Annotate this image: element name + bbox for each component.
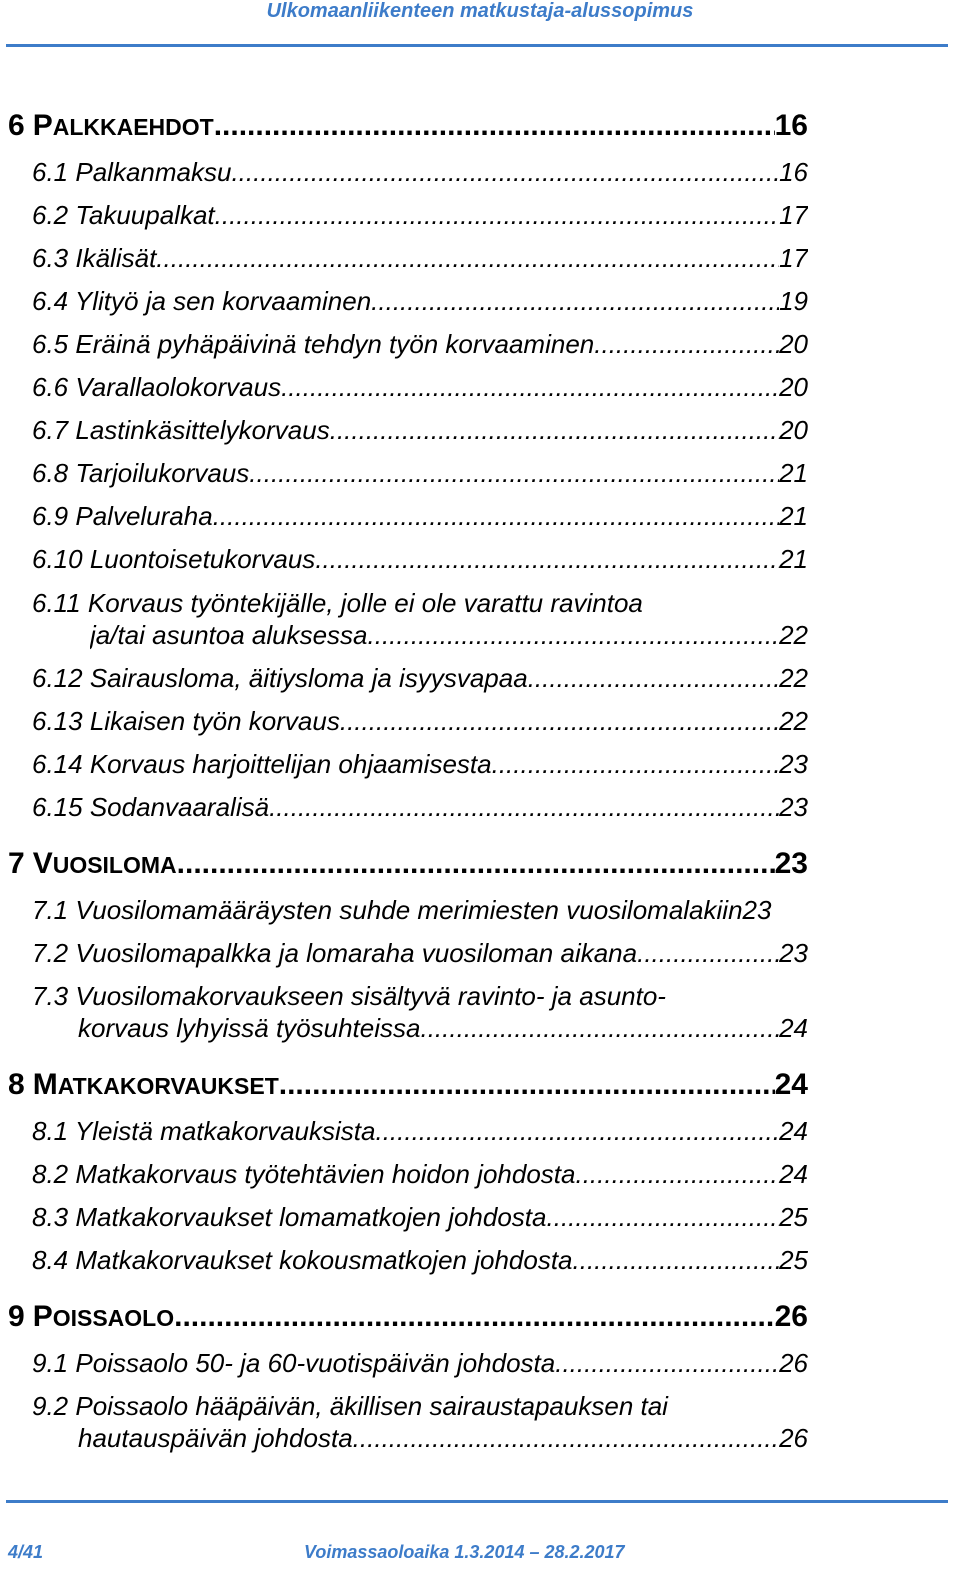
document-title: Ulkomaanliikenteen matkustaja-alussopimus	[266, 0, 694, 22]
dot-leader	[177, 846, 775, 882]
dot-leader	[330, 414, 779, 446]
dot-leader	[340, 705, 779, 737]
entry-title: 6.14 Korvaus harjoittelijan ohjaamisesta	[32, 749, 492, 779]
footer-rule	[6, 1500, 948, 1503]
page-number: 20	[779, 372, 808, 402]
page-number: 26	[779, 1348, 808, 1378]
dot-leader	[174, 1299, 775, 1335]
toc-entry-6-3[interactable]	[32, 242, 808, 274]
entry-title: korvaus lyhyissä työsuhteissa	[78, 1013, 421, 1043]
page-number: 17	[779, 243, 808, 273]
footer-validity: Voimassaoloaika 1.3.2014 – 28.2.2017	[304, 1542, 625, 1562]
entry-title: 8.4 Matkakorvaukset kokousmatkojen johdosta	[32, 1245, 573, 1275]
entry-title: 6.2 Takuupalkat	[32, 200, 215, 230]
dot-leader	[555, 1347, 779, 1379]
toc-entry-7-3-line1[interactable]: 7.3 Vuosilomakorvaukseen sisältyvä ravinto- ja asunto-	[32, 981, 666, 1011]
page-number: 23	[779, 792, 808, 822]
page-number: 17	[779, 200, 808, 230]
toc-entry-7-1[interactable]	[32, 894, 808, 926]
chapter-number: 6	[8, 109, 25, 142]
toc-entry-6-14[interactable]	[32, 748, 808, 780]
entry-title: 9.1 Poissaolo 50- ja 60-vuotispäivän johdosta	[32, 1348, 556, 1378]
page-number: 23	[779, 749, 808, 779]
dot-leader	[594, 328, 779, 360]
chapter-title: ALKKAEHDOT	[52, 114, 214, 140]
toc-entry-6-15[interactable]	[32, 791, 808, 823]
page-number: 20	[779, 329, 808, 359]
page-number: 22	[779, 706, 808, 736]
entry-title: 6.5 Eräinä pyhäpäivinä tehdyn työn korvaaminen	[32, 329, 595, 359]
dot-leader	[420, 1012, 779, 1044]
toc-entry-6-11-line1[interactable]: 6.11 Korvaus työntekijälle, jolle ei ole varattu ravintoa	[32, 588, 643, 618]
footer-page-number: 4/41	[8, 1542, 44, 1562]
entry-title: 6.3 Ikälisät	[32, 243, 157, 273]
page-number: 23	[774, 847, 808, 880]
toc-entry-6-1[interactable]	[32, 156, 808, 188]
dot-leader	[492, 748, 779, 780]
toc-entry-8-3[interactable]	[32, 1201, 808, 1233]
toc-entry-7-2[interactable]	[32, 937, 808, 969]
page-number: 21	[779, 458, 808, 488]
entry-title: 7.1 Vuosilomamääräysten suhde merimiesten vuosilomalakiin	[32, 895, 743, 925]
toc-entry-6-6[interactable]	[32, 371, 808, 403]
entry-title: 7.2 Vuosilomapalkka ja lomaraha vuosiloman aikana	[32, 938, 638, 968]
dot-leader	[637, 937, 779, 969]
dot-leader	[231, 156, 779, 188]
chapter-title: UOSILOMA	[52, 852, 177, 878]
entry-title: ja/tai asuntoa aluksessa	[90, 620, 368, 650]
toc-entry-6-5[interactable]	[32, 328, 808, 360]
dot-leader	[315, 543, 779, 575]
chapter-initial: P	[32, 109, 53, 142]
toc-entry-7-3[interactable]	[78, 1012, 808, 1044]
dot-leader	[368, 619, 780, 651]
toc-chapter-6[interactable]	[8, 108, 808, 145]
chapter-initial: P	[32, 1300, 53, 1333]
toc-entry-6-11[interactable]	[90, 619, 808, 651]
page-number: 21	[779, 501, 808, 531]
entry-title: 6.9 Palveluraha	[32, 501, 213, 531]
toc-entry-9-1[interactable]	[32, 1347, 808, 1379]
chapter-number: 7	[8, 847, 25, 880]
dot-leader	[371, 285, 779, 317]
entry-title: 6.6 Varallaolokorvaus	[32, 372, 282, 402]
toc-entry-8-1[interactable]	[32, 1115, 808, 1147]
entry-title: 6.12 Sairausloma, äitiysloma ja isyysvapaa	[32, 663, 528, 693]
page-number: 21	[779, 544, 808, 574]
toc-entry-6-7[interactable]	[32, 414, 808, 446]
dot-leader	[249, 457, 779, 489]
dot-leader	[575, 1158, 779, 1190]
entry-title: 8.1 Yleistä matkakorvauksista	[32, 1116, 376, 1146]
toc-entry-6-9[interactable]	[32, 500, 808, 532]
entry-title: 6.4 Ylityö ja sen korvaaminen	[32, 286, 372, 316]
chapter-title: OISSAOLO	[52, 1305, 175, 1331]
dot-leader	[214, 108, 775, 144]
page-number: 24	[779, 1013, 808, 1043]
entry-title: hautauspäivän johdosta	[78, 1423, 353, 1453]
dot-leader	[281, 371, 779, 403]
entry-title: 6.8 Tarjoilukorvaus	[32, 458, 250, 488]
page-number: 19	[779, 286, 808, 316]
dot-leader	[528, 662, 779, 694]
dot-leader	[215, 199, 779, 231]
dot-leader	[353, 1422, 779, 1454]
page-number: 25	[779, 1245, 808, 1275]
toc-entry-6-13[interactable]	[32, 705, 808, 737]
toc-entry-8-4[interactable]	[32, 1244, 808, 1276]
dot-leader	[375, 1115, 779, 1147]
chapter-number: 9	[8, 1300, 25, 1333]
page-number: 24	[779, 1116, 808, 1146]
page-number: 26	[774, 1300, 808, 1333]
toc-entry-8-2[interactable]	[32, 1158, 808, 1190]
toc-chapter-8[interactable]	[8, 1067, 808, 1104]
page-number: 23	[779, 938, 808, 968]
toc-entry-6-2[interactable]	[32, 199, 808, 231]
toc-chapter-9[interactable]	[8, 1299, 808, 1336]
page-number: 22	[779, 663, 808, 693]
page-number: 25	[779, 1202, 808, 1232]
toc-entry-9-2[interactable]	[78, 1422, 808, 1454]
dot-leader	[213, 500, 779, 532]
toc-entry-6-8[interactable]	[32, 457, 808, 489]
dot-leader	[573, 1244, 780, 1276]
page-number: 20	[779, 415, 808, 445]
chapter-number: 8	[8, 1068, 25, 1101]
toc-entry-6-10[interactable]	[32, 543, 808, 575]
entry-title: 6.13 Likaisen työn korvaus	[32, 706, 340, 736]
chapter-title: ATKAKORVAUKSET	[57, 1073, 279, 1099]
toc-entry-9-2-line1[interactable]: 9.2 Poissaolo hääpäivän, äkillisen sairaustapauksen tai	[32, 1391, 668, 1421]
page-number: 16	[779, 157, 808, 187]
dot-leader	[547, 1201, 780, 1233]
dot-leader	[279, 1067, 775, 1103]
toc-chapter-7[interactable]	[8, 846, 808, 883]
toc-entry-6-4[interactable]	[32, 285, 808, 317]
entry-title: 8.2 Matkakorvaus työtehtävien hoidon johdosta	[32, 1159, 576, 1189]
chapter-initial: M	[32, 1068, 58, 1101]
toc-entry-6-12[interactable]	[32, 662, 808, 694]
entry-title: 8.3 Matkakorvaukset lomamatkojen johdosta	[32, 1202, 547, 1232]
dot-leader	[156, 242, 779, 274]
page-number: 23	[742, 895, 772, 925]
page-number: 24	[774, 1068, 808, 1101]
entry-title: 6.10 Luontoisetukorvaus	[32, 544, 316, 574]
dot-leader	[269, 791, 779, 823]
page-number: 16	[774, 109, 808, 142]
chapter-initial: V	[32, 847, 53, 880]
page-number: 22	[779, 620, 808, 650]
page-number: 26	[779, 1423, 808, 1453]
entry-title: 6.1 Palkanmaksu	[32, 157, 232, 187]
entry-title: 6.7 Lastinkäsittelykorvaus	[32, 415, 330, 445]
page-number: 24	[779, 1159, 808, 1189]
entry-title: 6.15 Sodanvaaralisä	[32, 792, 270, 822]
